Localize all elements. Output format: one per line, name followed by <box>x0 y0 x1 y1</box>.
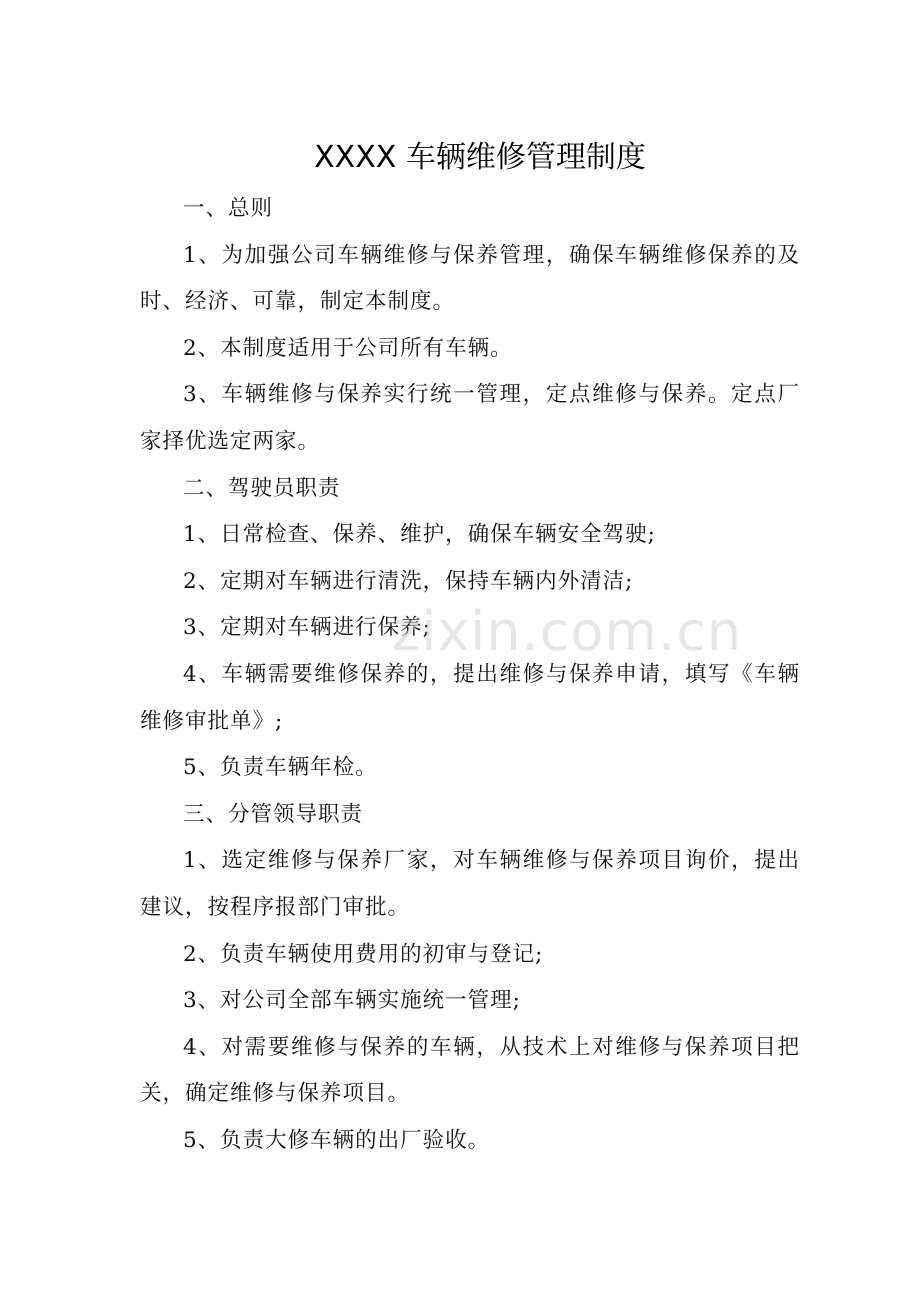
paragraph: 2、本制度适用于公司所有车辆。 <box>183 335 513 361</box>
document-title: XXXX 车辆维修管理制度 <box>314 140 646 175</box>
paragraph: 3、定期对车辆进行保养; <box>183 615 431 641</box>
paragraph: 1、选定维修与保养厂家，对车辆维修与保养项目询价，提出建议，按程序报部门审批。 <box>140 848 800 920</box>
section-heading-leader-duties: 三、分管领导职责 <box>183 801 364 827</box>
paragraph: 3、对公司全部车辆实施统一管理; <box>183 988 521 1014</box>
paragraph: 2、定期对车辆进行清洗，保持车辆内外清洁; <box>183 568 634 594</box>
section-heading-general: 一、总则 <box>183 196 274 221</box>
paragraph: 5、负责车辆年检。 <box>183 755 378 781</box>
document-body <box>140 186 800 1164</box>
paragraph: 4、对需要维修与保养的车辆，从技术上对维修与保养项目把关，确定维修与保养项目。 <box>140 1034 800 1107</box>
paragraph: 1、日常检查、保养、维护，确保车辆安全驾驶; <box>183 522 656 548</box>
watermark: zixin.com.cn <box>392 600 743 663</box>
section-heading-driver-duties: 二、驾驶员职责 <box>183 475 341 501</box>
paragraph: 1、为加强公司车辆维修与保养管理，确保车辆维修保养的及时、经济、可靠，制定本制度。 <box>140 242 800 315</box>
paragraph: 2、负责车辆使用费用的初审与登记; <box>183 941 544 967</box>
paragraph: 4、车辆需要维修保养的，提出维修与保养申请，填写《车辆维修审批单》; <box>140 661 800 734</box>
paragraph: 5、负责大修车辆的出厂验收。 <box>183 1127 491 1153</box>
paragraph: 3、车辆维修与保养实行统一管理，定点维修与保养。定点厂家择优选定两家。 <box>140 382 800 454</box>
